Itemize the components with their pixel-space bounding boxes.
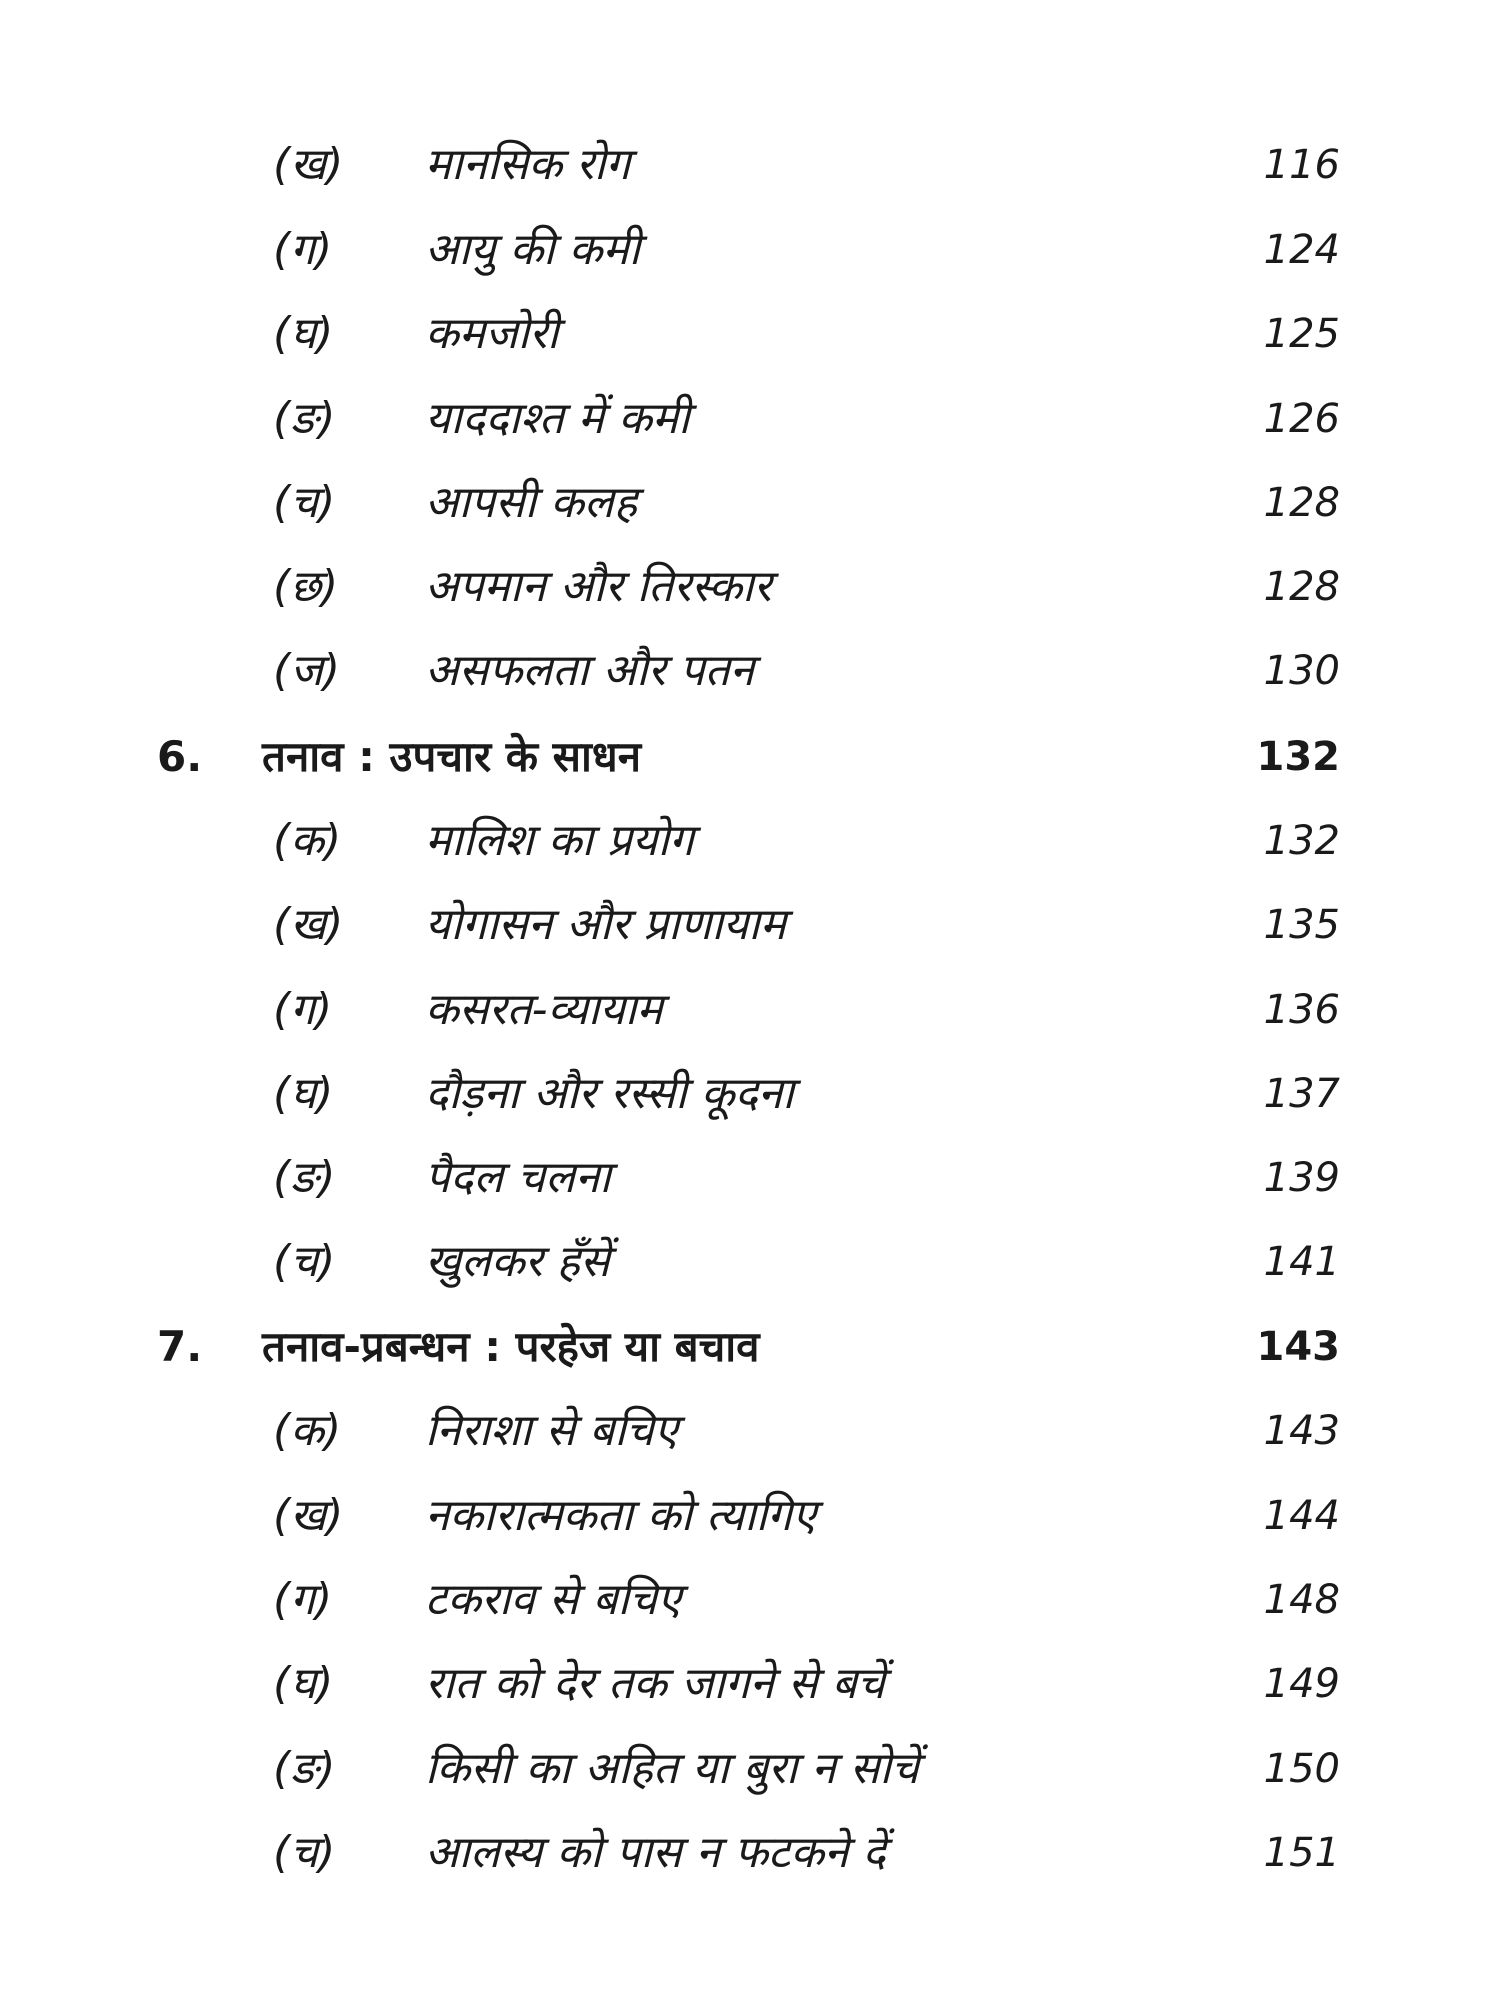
entry-marker: (घ) [273,308,334,359]
entry-marker: (ग) [273,1574,333,1625]
entry-title: निराशा से बचिए [425,1405,679,1456]
entry-title: रात को देर तक जागने से बचें [425,1658,885,1709]
toc-entry [0,636,1500,706]
entry-title: टकराव से बचिए [425,1574,682,1625]
entry-marker: (ङ) [273,1743,336,1794]
toc-entry [0,1565,1500,1635]
entry-title: असफलता और पतन [425,645,755,696]
toc-entry [0,468,1500,538]
entry-marker: (ङ) [273,393,336,444]
entry-page-number: 124 [1263,227,1340,273]
chapter-heading [0,722,1500,792]
entry-title: आपसी कलह [425,477,638,528]
entry-marker: (ख) [273,1490,344,1541]
entry-marker: (छ) [273,561,339,612]
entry-marker: (क) [273,815,342,866]
entry-title: पैदल चलना [425,1152,611,1203]
toc-entry [0,1818,1500,1888]
entry-marker: (क) [273,1405,342,1456]
toc-entry [0,1227,1500,1297]
toc-entry [0,1481,1500,1551]
entry-marker: (ख) [273,899,344,950]
toc-entry [0,1734,1500,1804]
entry-marker: (घ) [273,1658,334,1709]
chapter-page-number: 143 [1256,1324,1340,1370]
entry-title: अपमान और तिरस्कार [425,561,772,612]
toc-entry [0,384,1500,454]
entry-marker: (च) [273,1827,336,1878]
entry-marker: (घ) [273,1068,334,1119]
entry-page-number: 130 [1263,648,1340,694]
entry-title: दौड़ना और रस्सी कूदना [425,1068,794,1119]
entry-title: आलस्य को पास न फटकने दें [425,1827,886,1878]
entry-page-number: 137 [1263,1071,1340,1117]
entry-page-number: 150 [1263,1746,1340,1792]
entry-page-number: 149 [1263,1661,1340,1707]
entry-marker: (ख) [273,139,344,190]
toc-entry [0,975,1500,1045]
toc-entry [0,215,1500,285]
entry-page-number: 151 [1263,1830,1340,1876]
entry-page-number: 126 [1263,396,1340,442]
entry-title: कमजोरी [425,308,559,359]
entry-title: मालिश का प्रयोग [425,815,694,866]
entry-marker: (ग) [273,224,333,275]
chapter-number: 6. [157,732,203,781]
entry-page-number: 116 [1263,142,1340,188]
entry-page-number: 136 [1263,987,1340,1033]
entry-page-number: 128 [1263,480,1340,526]
entry-page-number: 148 [1263,1577,1340,1623]
entry-title: खुलकर हँसें [425,1236,610,1287]
toc-entry [0,890,1500,960]
chapter-title: तनाव-प्रबन्धन : परहेज या बचाव [262,1322,760,1371]
entry-marker: (च) [273,1236,336,1287]
entry-page-number: 128 [1263,564,1340,610]
chapter-title: तनाव : उपचार के साधन [262,732,642,781]
toc-entry [0,1396,1500,1466]
entry-title: कसरत-व्यायाम [425,984,663,1035]
entry-title: योगासन और प्राणायाम [425,899,787,950]
entry-page-number: 132 [1263,818,1340,864]
entry-page-number: 141 [1263,1239,1340,1285]
toc-entry [0,806,1500,876]
toc-entry [0,1143,1500,1213]
chapter-page-number: 132 [1256,734,1340,780]
entry-marker: (ग) [273,984,333,1035]
toc-entry [0,1649,1500,1719]
entry-title: मानसिक रोग [425,139,631,190]
entry-title: याददाश्त में कमी [425,393,690,444]
entry-page-number: 143 [1263,1408,1340,1454]
entry-page-number: 139 [1263,1155,1340,1201]
entry-title: किसी का अहित या बुरा न सोचें [425,1743,919,1794]
chapter-number: 7. [157,1322,203,1371]
entry-page-number: 125 [1263,311,1340,357]
toc-entry [0,552,1500,622]
toc-entry [0,1059,1500,1129]
chapter-heading [0,1312,1500,1382]
toc-entry [0,130,1500,200]
entry-title: नकारात्मकता को त्यागिए [425,1490,817,1541]
entry-title: आयु की कमी [425,224,641,275]
entry-page-number: 144 [1263,1493,1340,1539]
entry-marker: (च) [273,477,336,528]
entry-page-number: 135 [1263,902,1340,948]
entry-marker: (ज) [273,645,340,696]
toc-entry [0,299,1500,369]
entry-marker: (ङ) [273,1152,336,1203]
